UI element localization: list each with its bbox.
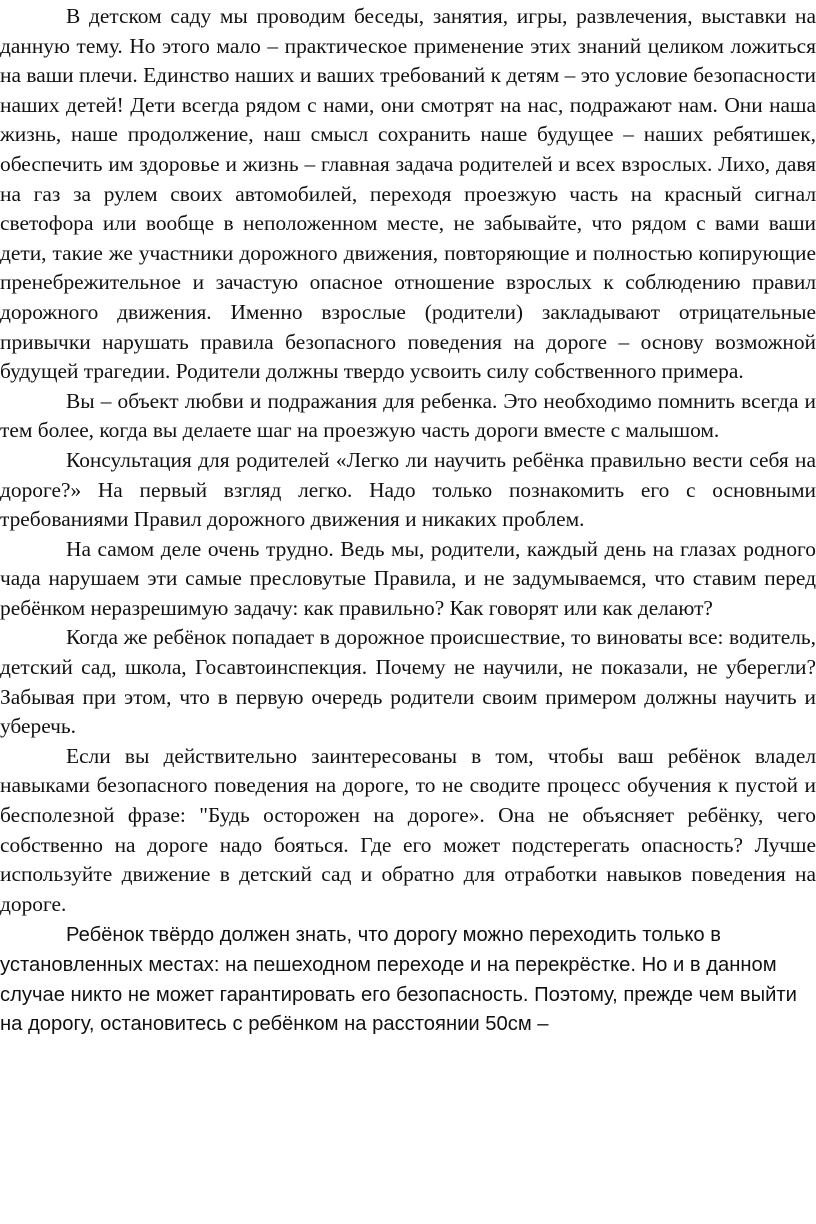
paragraph-safe-behavior-skills: Если вы действительно заинтересованы в том, чтобы ваш ребёнок владел навыками безопасного поведения на дороге, то не сводите процесс обучения к пустой и бесполезной фразе: "Будь осторожен на дороге». Она не объясняет ребёнку, чего собственно на дороге надо бояться. Где его может подстерегать опасность? Лучше используйте движение в детский сад и обратно для отработки навыков поведения на дороге. (0, 743, 816, 916)
paragraph-object-of-love: Вы – объект любви и подражания для ребенка. Это необходимо помнить всегда и тем более, когда вы делаете шаг на проезжую часть дороги вместе с малышом. (0, 388, 816, 443)
paragraph-parents-example: В детском саду мы проводим беседы, занятия, игры, развлечения, выставки на данную тему. Но этого мало – практическое применение этих знаний целиком ложиться на ваши плечи. Единство наших и ваших требований к детям – это условие безопасности наших детей! Дети всегда рядом с нами, они смотрят на нас, подражают нам. Они наша жизнь, наше продолжение, наш смысл сохранить наше будущее – наших ребятишек, обеспечить им здоровье и жизнь – главная задача родителей и всех взрослых. Лихо, давя на газ за рулем своих автомобилей, переходя проезжую часть на красный сигнал светофора или вообще в неположенном месте, не забывайте, что рядом с вами ваши дети, такие же участники дорожного движения, повторяющие и полностью копирующие пренебрежительное и зачастую опасное отношение взрослых к соблюдению правил дорожного движения. Именно взрослые (родители) закладывают отрицательные привычки нарушать правила безопасного поведения на дороге – основу возможной будущей трагедии. Родители должны твердо усвоить силу собственного примера. (0, 4, 816, 384)
paragraph-consultation: Консультация для родителей «Легко ли научить ребёнка правильно вести себя на дороге?» На первый взгляд легко. Надо только познакомить его с основными требованиями Правил дорожного движения и никаких проблем. (0, 447, 816, 532)
paragraph-actually-difficult: На самом деле очень трудно. Ведь мы, родители, каждый день на глазах родного чада нарушаем эти самые пресловутые Правила, и не задумываемся, что ставим перед ребёнком неразрешимую задачу: как правильно? Как говорят или как делают? (0, 536, 816, 620)
paragraph-crossing-places: Ребёнок твёрдо должен знать, что дорогу можно переходить только в установленных местах: на пешеходном переходе и на перекрёстке. Но и в данном случае никто не может гарантировать его безопасность. Поэтому, прежде чем выйти на дорогу, остановитесь с ребёнком на расстоянии 50см – (0, 924, 797, 1036)
paragraph-road-accident: Когда же ребёнок попадает в дорожное происшествие, то виноваты все: водитель, детский сад, школа, Госавтоинспекция. Почему не научили, не показали, не уберегли? Забывая при этом, что в первую очередь родители своим примером должны научить и уберечь. (0, 625, 816, 739)
